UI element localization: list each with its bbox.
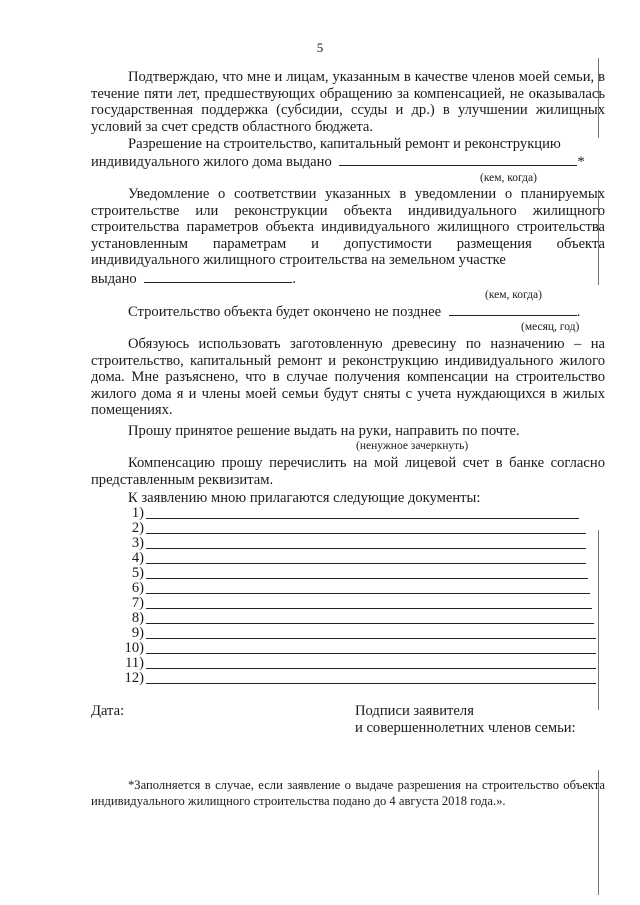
document-item: 6) [110, 581, 144, 596]
notification-issued-line [91, 270, 296, 288]
document-field[interactable] [146, 608, 592, 609]
paragraph-obligation: Обязуюсь использовать заготовленную древесину по назначению – на строительство, капитальный ремонт и реконструкцию индивидуального жилого дома. Мне разъяснено, что в случае получения компенсации на строительство жилого дома я и члены моей семьи будут сняты с учета нуждающихся в жилых помещениях. [91, 336, 605, 419]
document-item: 3) [110, 536, 144, 551]
document-item: 7) [110, 596, 144, 611]
paragraph-no-support: Подтверждаю, что мне и лицам, указанным в качестве членов моей семьи, в течение пяти лет, предшествующих обращению за компенсацией, не оказывалась государственная поддержка (субсидии, ссуды и др.) в улучшении жилищных условий за счет средств областного бюджета. [91, 69, 605, 135]
footnote-star: * [577, 154, 585, 170]
document-field[interactable] [146, 578, 588, 579]
document-item: 8) [110, 611, 144, 626]
document-field[interactable] [146, 593, 590, 594]
document-field[interactable] [146, 548, 586, 549]
page-number: 5 [316, 40, 324, 55]
paragraph-delivery: Прошу принятое решение выдать на руки, направить по почте. [128, 423, 520, 439]
document-item: 2) [110, 521, 144, 536]
document-field[interactable] [146, 653, 596, 654]
permit-line-2 [91, 153, 585, 171]
document-field[interactable] [146, 533, 586, 534]
completion-period: . [576, 304, 581, 320]
document-field[interactable] [146, 623, 594, 624]
signature-label-line2: и совершеннолетних членов семьи: [355, 720, 576, 736]
document-item: 5) [110, 566, 144, 581]
notification-label: выдано [91, 271, 137, 287]
notification-field-hint: (кем, когда) [485, 289, 542, 301]
document-field[interactable] [146, 563, 586, 564]
signature-label-line1: Подписи заявителя [355, 703, 474, 719]
document-field[interactable] [146, 518, 579, 519]
document-field[interactable] [146, 668, 596, 669]
document-item: 9) [110, 626, 144, 641]
footnote: *Заполняется в случае, если заявление о выдаче разрешения на строительство объекта индивидуального жилищного строительства подано до 4 августа 2018 года.». [91, 778, 605, 808]
document-item: 1) [110, 506, 144, 521]
completion-date-field[interactable] [449, 303, 577, 316]
document-item: 11) [110, 656, 144, 671]
completion-field-hint: (месяц, год) [521, 321, 580, 333]
documents-heading: К заявлению мною прилагаются следующие документы: [128, 490, 481, 506]
delivery-hint: (ненужное зачеркнуть) [356, 440, 469, 452]
document-item: 12) [110, 671, 144, 686]
notification-period: . [292, 271, 297, 287]
completion-label: Строительство объекта будет окончено не позднее [128, 304, 442, 320]
permit-issued-field[interactable] [339, 153, 577, 166]
document-item: 10) [110, 641, 144, 656]
scan-edge-line [598, 530, 599, 710]
document-item: 4) [110, 551, 144, 566]
permit-field-hint: (кем, когда) [480, 172, 537, 184]
document-field[interactable] [146, 638, 596, 639]
date-label: Дата: [91, 703, 125, 719]
document-field[interactable] [146, 683, 596, 684]
paragraph-bank-transfer: Компенсацию прошу перечислить на мой лицевой счет в банке согласно представленным реквизитам. [91, 455, 605, 488]
permit-line-1: Разрешение на строительство, капитальный ремонт и реконструкцию [128, 136, 561, 152]
permit-label: индивидуального жилого дома выдано [91, 154, 332, 170]
paragraph-notification: Уведомление о соответствии указанных в уведомлении о планируемых строительстве или реконструкции объекта индивидуального жилищного строительства параметров объекта индивидуального жилищного строительства установленным параметрам и допустимости размещения объекта индивидуального жилищного строительства на земельном участке [91, 186, 605, 269]
completion-line [128, 303, 580, 321]
notification-issued-field[interactable] [144, 270, 292, 283]
